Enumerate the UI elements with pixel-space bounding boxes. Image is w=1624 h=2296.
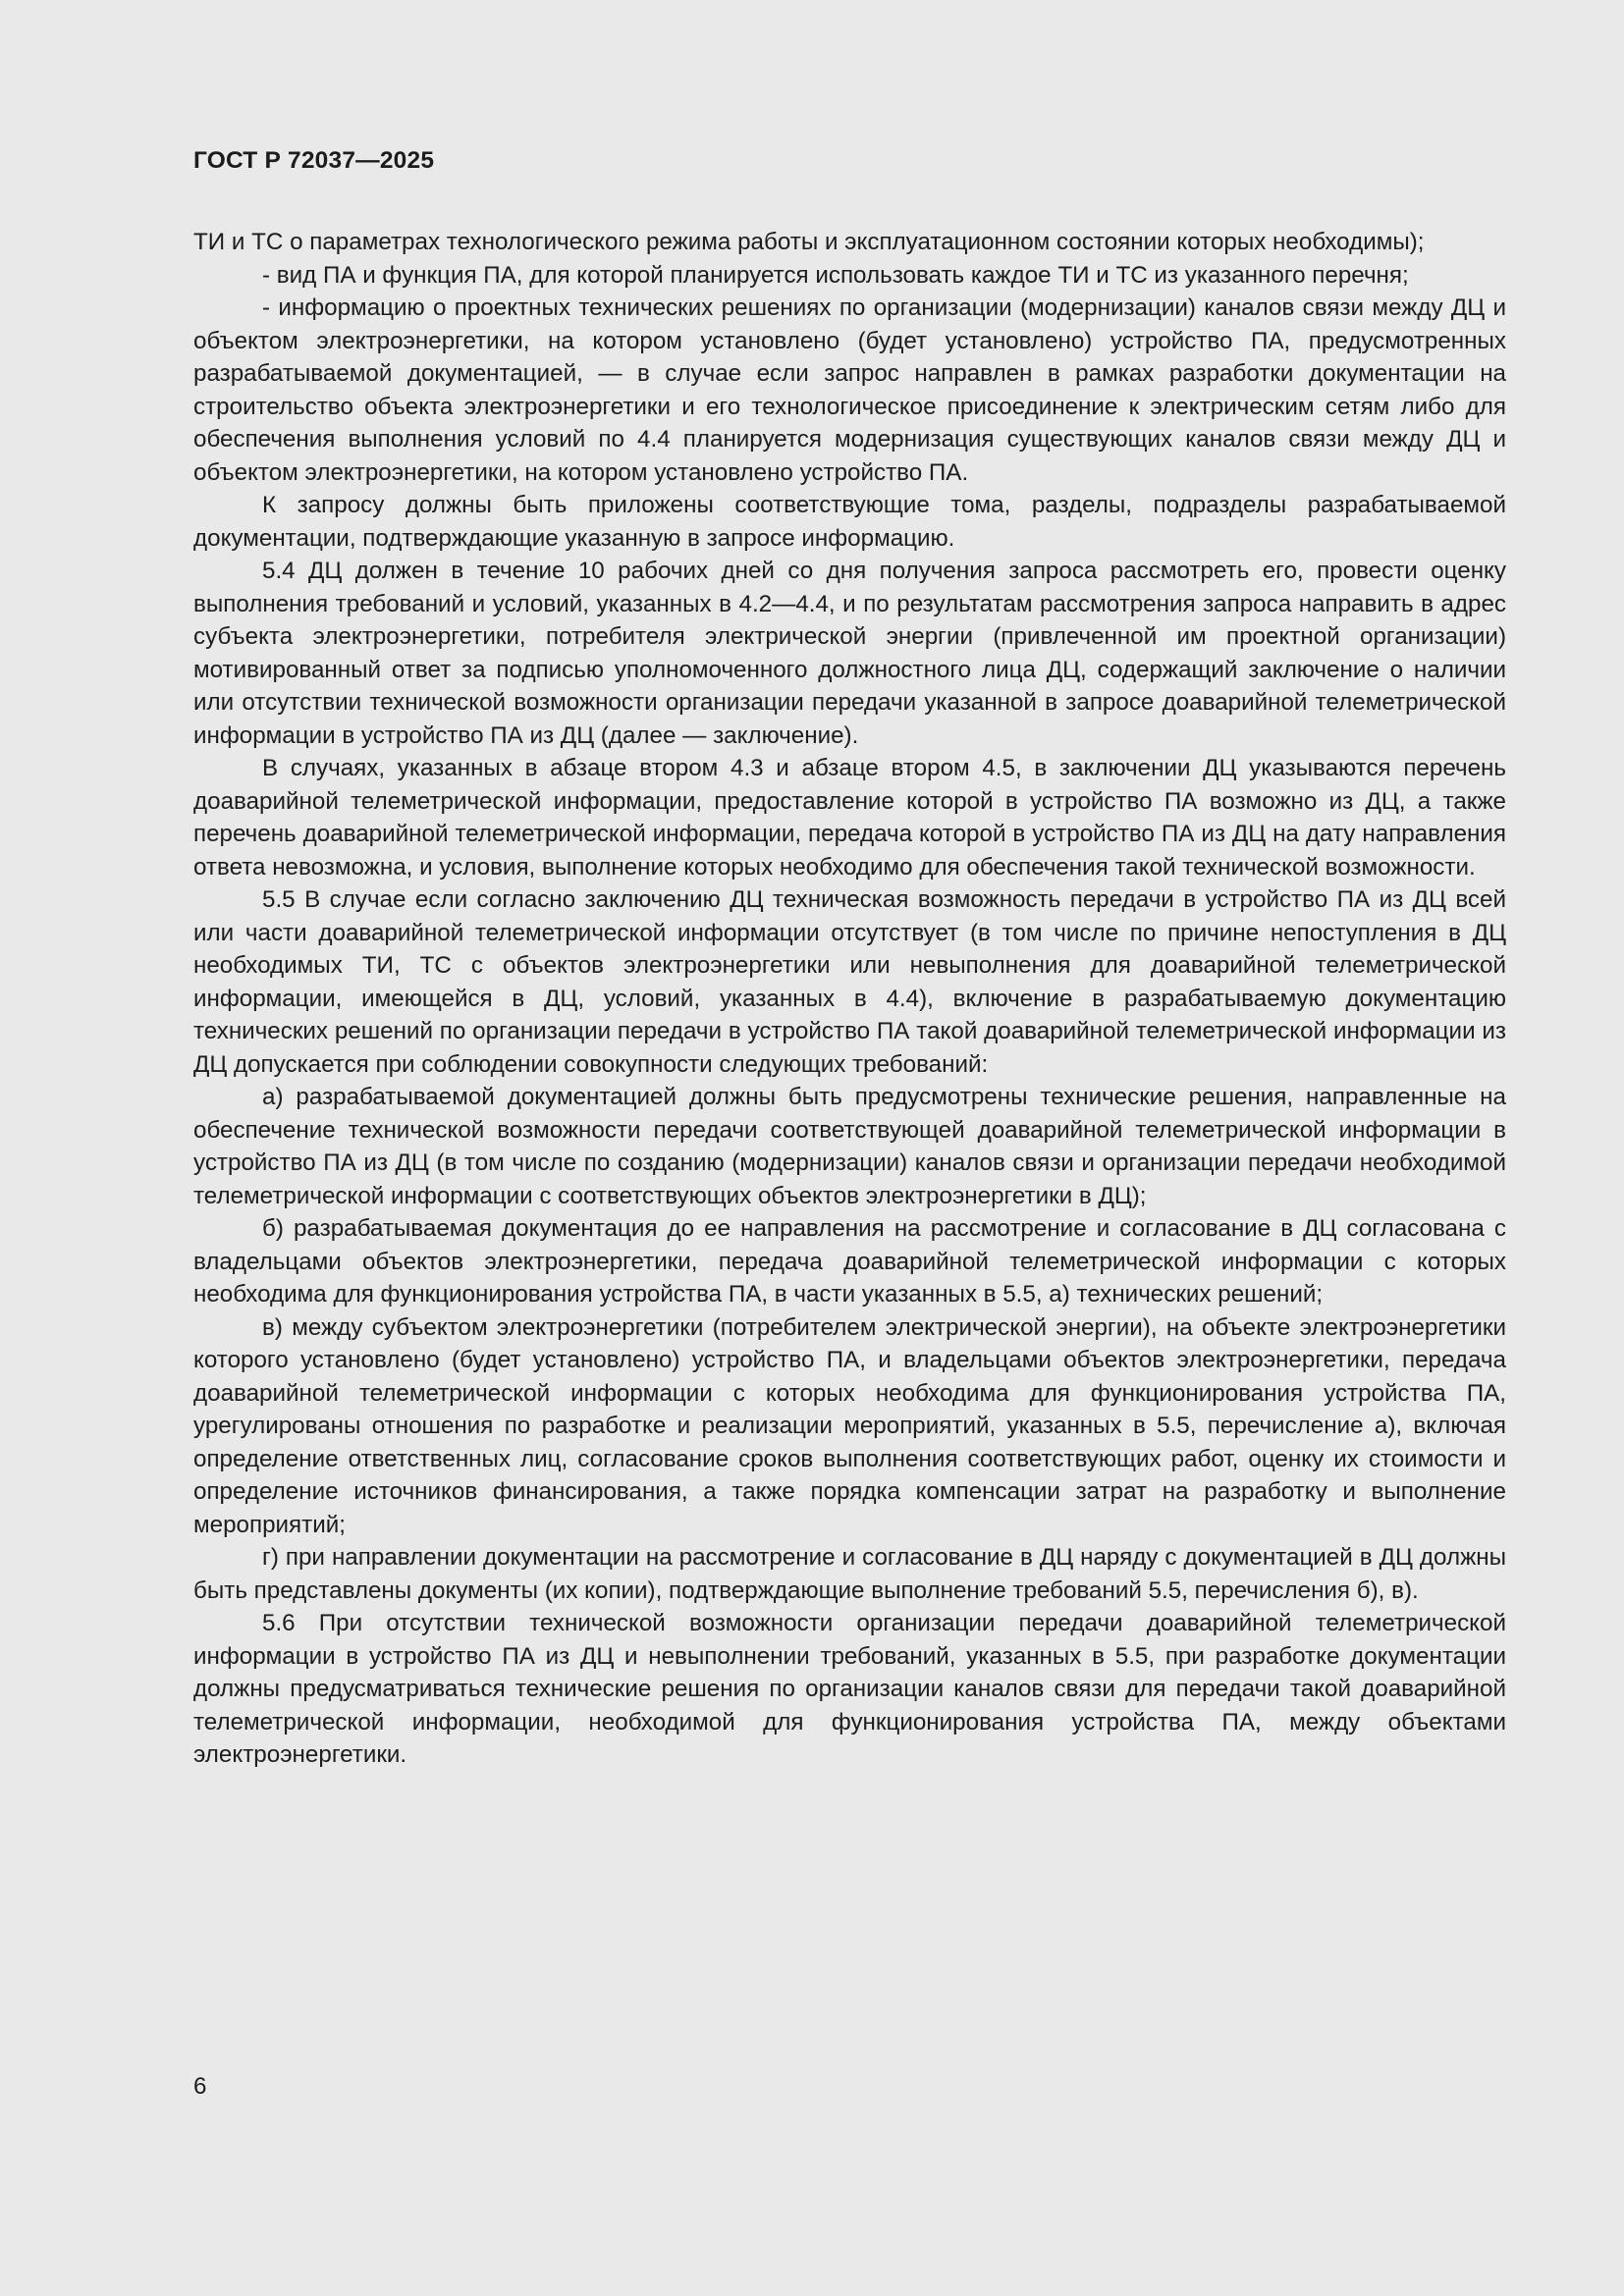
- paragraph-continuation: ТИ и ТС о параметрах технологического режима работы и эксплуатационном состоянии которых необходимы);: [193, 229, 1425, 255]
- list-item-pa-type: - вид ПА и функция ПА, для которой планируется использовать каждое ТИ и ТС из указанного перечня;: [262, 261, 1409, 289]
- document-code-header: ГОСТ Р 72037—2025: [193, 147, 435, 174]
- list-item-5-5-g: г) при направлении документации на рассмотрение и согласование в ДЦ наряду с документацией в ДЦ должны быть представлены документы (их копии), подтверждающие выполнение требований 5.5, перечисления б), в).: [193, 1544, 1506, 1604]
- clause-5-4: 5.4 ДЦ должен в течение 10 рабочих дней со дня получения запроса рассмотреть его, провести оценку выполнения требований и условий, указанных в 4.2—4.4, и по результатам рассмотрения запроса направить в адрес субъекта электроэнергетики, потребителя электрической энергии (привлеченной им проектной организации) мотивированный ответ за подписью уполномоченного должностного лица ДЦ, содержащий заключение о наличии или отсутствии технической возможности организации передачи указанной в запросе доаварийной телеметрической информации в устройство ПА из ДЦ (далее — заключение).: [193, 558, 1506, 749]
- clause-5-5: 5.5 В случае если согласно заключению ДЦ техническая возможность передачи в устройство ПА из ДЦ всей или части доаварийной телеметрической информации отсутствует (в том числе по причине непоступления в ДЦ необходимых ТИ, ТС с объектов электроэнергетики или невыполнения для доаварийной телеметрической информации, имеющейся в ДЦ, условий, указанных в 4.4), включение в разрабатываемую документацию технических решений по организации передачи в устройство ПА такой доаварийной телеметрической информации из ДЦ допускается при соблюдении совокупности следующих требований:: [193, 886, 1506, 1078]
- paragraph-5-4-cases: В случаях, указанных в абзаце втором 4.3 и абзаце втором 4.5, в заключении ДЦ указываются перечень доаварийной телеметрической информации, предоставление которой в устройство ПА возможно из ДЦ, а также перечень доаварийной телеметрической информации, передача которой в устройство ПА из ДЦ на дату направления ответа невозможна, и условия, выполнение которых необходимо для обеспечения такой технической возможности.: [193, 755, 1506, 881]
- clause-5-6: 5.6 При отсутствии технической возможности организации передачи доаварийной телеметрической информации в устройство ПА из ДЦ и невыполнении требований, указанных в 5.5, при разработке документации должны предусматриваться технические решения по организации каналов связи для передачи такой доаварийной телеметрической информации, необходимой для функционирования устройства ПА, между объектами электроэнергетики.: [193, 1610, 1506, 1768]
- paragraph-attachments: К запросу должны быть приложены соответствующие тома, разделы, подразделы разрабатываемой документации, подтверждающие указанную в запросе информацию.: [193, 492, 1506, 552]
- list-item-design-info: - информацию о проектных технических решениях по организации (модернизации) каналов связи между ДЦ и объектом электроэнергетики, на котором установлено (будет установлено) устройство ПА, предусмотренных разрабатываемой документацией, — в случае если запрос направлен в рамках разработки документации на строительство объекта электроэнергетики и его технологическое присоединение к электрическим сетям либо для обеспечения выполнения условий по 4.4 планируется модернизация существующих каналов связи между ДЦ и объектом электроэнергетики, на котором установлено устройство ПА.: [193, 294, 1506, 486]
- list-item-5-5-b: б) разрабатываемая документация до ее направления на рассмотрение и согласование в ДЦ согласована с владельцами объектов электроэнергетики, передача доаварийной телеметрической информации с которых необходима для функционирования устройства ПА, в части указанных в 5.5, а) технических решений;: [193, 1215, 1506, 1308]
- page-body: [193, 226, 1506, 1772]
- page-number: 6: [193, 2073, 207, 2100]
- list-item-5-5-v: в) между субъектом электроэнергетики (потребителем электрической энергии), на объекте электроэнергетики которого установлено (будет установлено) устройство ПА, и владельцами объектов электроэнергетики, передача доаварийной телеметрической информации с которых необходима для функционирования устройства ПА, урегулированы отношения по разработке и реализации мероприятий, указанных в 5.5, перечисление а), включая определение ответственных лиц, согласование сроков выполнения соответствующих работ, оценку их стоимости и определение источников финансирования, а также порядка компенсации затрат на разработку и выполнение мероприятий;: [193, 1313, 1506, 1538]
- list-item-5-5-a: а) разрабатываемой документацией должны быть предусмотрены технические решения, направленные на обеспечение технической возможности передачи соответствующей доаварийной телеметрической информации в устройство ПА из ДЦ (в том числе по созданию (модернизации) каналов связи и организации передачи необходимой телеметрической информации с соответствующих объектов электроэнергетики в ДЦ);: [193, 1084, 1506, 1209]
